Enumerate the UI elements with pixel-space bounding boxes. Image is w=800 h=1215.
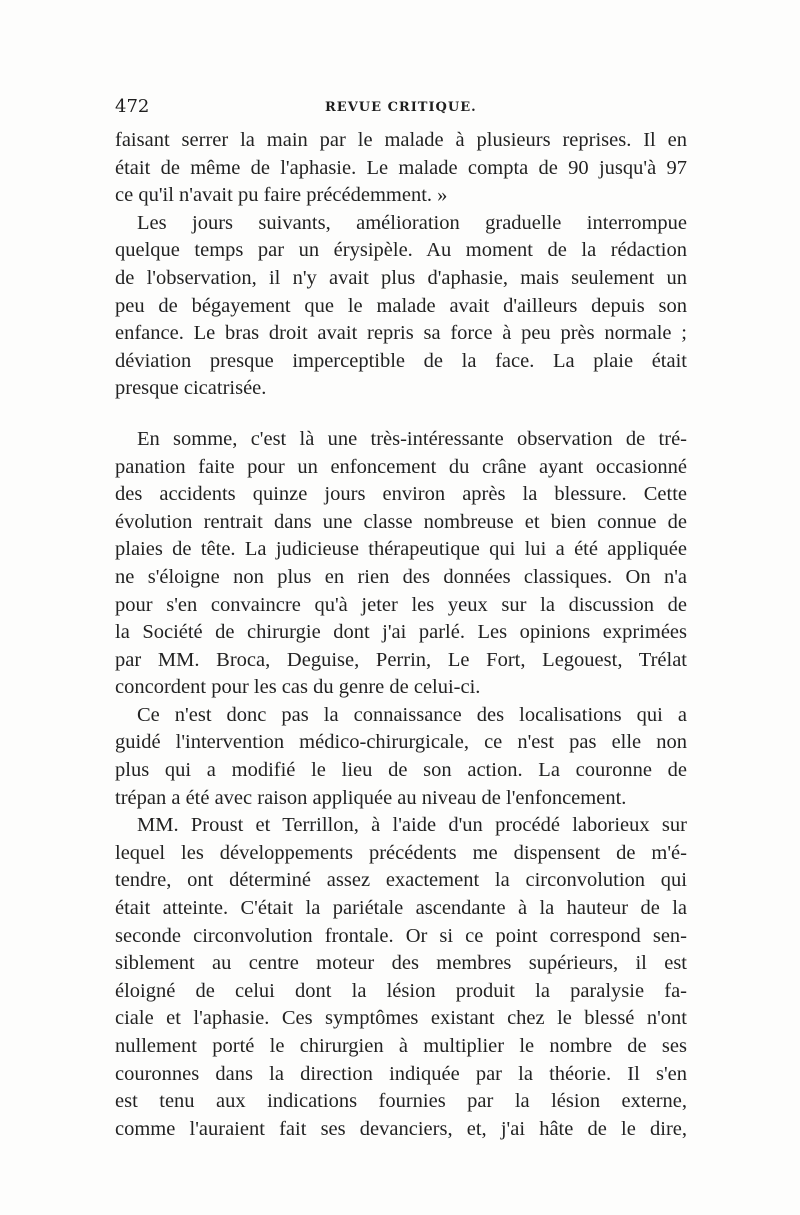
text-line: concordent pour les cas du genre de celui-ci. (115, 676, 481, 699)
text-line: de l'observation, il n'y avait plus d'aphasie, mais seulement un (115, 266, 687, 289)
text-line: panation faite pour un enfoncement du crâne ayant occasionné (115, 455, 687, 478)
text-line: Ce n'est donc pas la connaissance des localisations qui a (137, 703, 687, 726)
text-line: Les jours suivants, amélioration graduelle interrompue (137, 211, 687, 234)
page-number: 472 (115, 96, 150, 117)
text-line: éloigné de celui dont la lésion produit la paralysie fa- (115, 979, 687, 1002)
text-line: En somme, c'est là une très-intéressante observation de tré- (137, 427, 687, 450)
text-line: déviation presque imperceptible de la face. La plaie était (115, 349, 687, 372)
text-line: presque cicatrisée. (115, 377, 267, 400)
text-line: MM. Proust et Terrillon, à l'aide d'un procédé laborieux sur (137, 814, 687, 837)
text-line: quelque temps par un érysipèle. Au moment de la rédaction (115, 239, 687, 262)
text-line: des accidents quinze jours environ après la blessure. Cette (115, 483, 687, 506)
text-line: seconde circonvolution frontale. Or si ce point correspond sen- (115, 924, 687, 947)
text-line: pour s'en convaincre qu'à jeter les yeux sur la discussion de (115, 593, 687, 616)
text-line: lequel les développements précédents me dispensent de m'é- (115, 841, 687, 864)
text-line: ce qu'il n'avait pu faire précédemment. » (115, 184, 448, 207)
paragraph-gap (115, 403, 687, 426)
text-line: était atteinte. C'était la pariétale ascendante à la hauteur de la (115, 897, 687, 920)
body-text (115, 127, 687, 1143)
text-line: évolution rentrait dans une classe nombreuse et bien connue de (115, 510, 687, 533)
text-line: plus qui a modifié le lieu de son action. La couronne de (115, 759, 687, 782)
text-line: ciale et l'aphasie. Ces symptômes existant chez le blessé n'ont (115, 1007, 687, 1030)
text-line: est tenu aux indications fournies par la lésion externe, (115, 1090, 687, 1113)
text-line: par MM. Broca, Deguise, Perrin, Le Fort, Legouest, Trélat (115, 648, 687, 671)
text-line: nullement porté le chirurgien à multiplier le nombre de ses (115, 1035, 687, 1057)
text-line: faisant serrer la main par le malade à plusieurs reprises. Il en (115, 129, 687, 151)
running-title: REVUE CRITIQUE. (325, 100, 477, 115)
text-line: plaies de tête. La judicieuse thérapeutique qui lui a été appliquée (115, 538, 687, 561)
text-line: comme l'auraient fait ses devanciers, et, j'ai hâte de le dire, (115, 1117, 687, 1140)
text-line: la Société de chirurgie dont j'ai parlé. Les opinions exprimées (115, 621, 687, 644)
text-line: siblement au centre moteur des membres supérieurs, il est (115, 952, 687, 975)
text-line: était de même de l'aphasie. Le malade compta de 90 jusqu'à 97 (115, 156, 687, 179)
text-line: guidé l'intervention médico-chirurgicale, ce n'est pas elle non (115, 731, 687, 754)
text-line: peu de bégayement que le malade avait d'ailleurs depuis son (115, 294, 687, 317)
text-line: enfance. Le bras droit avait repris sa force à peu près normale ; (115, 322, 687, 345)
page-header (115, 96, 687, 122)
text-line: tendre, ont déterminé assez exactement la circonvolution qui (115, 869, 687, 892)
text-line: trépan a été avec raison appliquée au niveau de l'enfoncement. (115, 786, 627, 809)
text-line: ne s'éloigne non plus en rien des données classiques. On n'a (115, 565, 687, 588)
text-line: couronnes dans la direction indiquée par la théorie. Il s'en (115, 1062, 687, 1085)
